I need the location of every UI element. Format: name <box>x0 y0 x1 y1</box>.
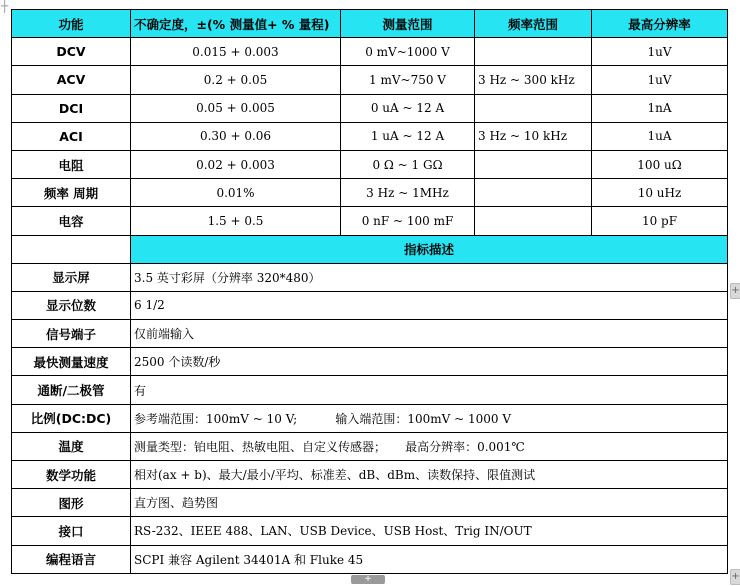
spec-row <box>12 404 728 432</box>
resolution-cell: 100 uΩ <box>592 150 728 178</box>
spec-row <box>12 489 728 517</box>
range-cell: 3 Hz ~ 1MHz <box>341 179 475 207</box>
function-cell: 电容 <box>12 207 131 235</box>
spec-label: 显示屏 <box>12 263 131 291</box>
resolution-cell: 1uV <box>592 66 728 94</box>
spec-value: 直方图、趋势图 <box>131 489 728 517</box>
spec-value: 相对(ax + b)、最大/最小/平均、标准差、dB、dBm、读数保持、限值测试 <box>131 461 728 489</box>
frequency-cell: 3 Hz ~ 300 kHz <box>475 66 592 94</box>
header-uncertainty: 不确定度，±(% 测量值+ % 量程) <box>131 10 341 38</box>
table-move-icon[interactable]: ┼ <box>1 0 9 13</box>
spec-label: 显示位数 <box>12 291 131 319</box>
measurement-row <box>12 179 728 207</box>
header-function: 功能 <box>12 10 131 38</box>
measurement-row <box>12 122 728 150</box>
measurement-row <box>12 207 728 235</box>
spec-row <box>12 432 728 460</box>
spec-value: 仅前端输入 <box>131 320 728 348</box>
measurement-row <box>12 150 728 178</box>
spec-label: 编程语言 <box>12 545 131 573</box>
header-row <box>12 10 728 38</box>
uncertainty-cell: 0.015 + 0.003 <box>131 38 341 66</box>
spec-table <box>11 9 728 574</box>
spec-value: RS-232、IEEE 488、LAN、USB Device、USB Host、Trig IN/OUT <box>131 517 728 545</box>
plus-icon[interactable]: + <box>730 569 740 585</box>
resolution-cell: 1nA <box>592 94 728 122</box>
spec-label: 数学功能 <box>12 461 131 489</box>
range-cell: 0 uA ~ 12 A <box>341 94 475 122</box>
spec-row <box>12 376 728 404</box>
spec-row <box>12 348 728 376</box>
spec-row <box>12 291 728 319</box>
spec-value: SCPI 兼容 Agilent 34401A 和 Fluke 45 <box>131 545 728 573</box>
spec-title-spacer <box>12 235 131 263</box>
spec-label: 接口 <box>12 517 131 545</box>
measurement-row <box>12 66 728 94</box>
range-cell: 0 nF ~ 100 mF <box>341 207 475 235</box>
measurement-row <box>12 38 728 66</box>
uncertainty-cell: 1.5 + 0.5 <box>131 207 341 235</box>
spec-value: 参考端范围：100mV ~ 10 V; 输入端范围：100mV ~ 1000 V <box>131 404 728 432</box>
frequency-cell: 3 Hz ~ 10 kHz <box>475 122 592 150</box>
uncertainty-cell: 0.01% <box>131 179 341 207</box>
plus-icon[interactable]: + <box>351 575 385 584</box>
function-cell: DCV <box>12 38 131 66</box>
frequency-cell <box>475 179 592 207</box>
range-cell: 0 Ω ~ 1 GΩ <box>341 150 475 178</box>
uncertainty-cell: 0.05 + 0.005 <box>131 94 341 122</box>
spec-row <box>12 545 728 573</box>
range-cell: 1 mV~750 V <box>341 66 475 94</box>
header-frequency-range: 频率范围 <box>475 10 592 38</box>
resolution-cell: 1uA <box>592 122 728 150</box>
spec-row <box>12 461 728 489</box>
frequency-cell <box>475 94 592 122</box>
spec-value: 测量类型：铂电阻、热敏电阻、自定义传感器； 最高分辨率：0.001℃ <box>131 432 728 460</box>
function-cell: ACV <box>12 66 131 94</box>
spec-value: 2500 个读数/秒 <box>131 348 728 376</box>
resolution-cell: 1uV <box>592 38 728 66</box>
spec-value: 6 1/2 <box>131 291 728 319</box>
measurement-row <box>12 94 728 122</box>
spec-title: 指标描述 <box>131 235 728 263</box>
frequency-cell <box>475 207 592 235</box>
spec-row <box>12 263 728 291</box>
spec-label: 信号端子 <box>12 320 131 348</box>
frequency-cell <box>475 150 592 178</box>
resolution-cell: 10 pF <box>592 207 728 235</box>
function-cell: ACI <box>12 122 131 150</box>
spec-title-row <box>12 235 728 263</box>
range-cell: 1 uA ~ 12 A <box>341 122 475 150</box>
spec-sheet <box>11 9 727 573</box>
plus-icon[interactable]: + <box>730 283 740 299</box>
uncertainty-cell: 0.2 + 0.05 <box>131 66 341 94</box>
spec-label: 比例(DC:DC) <box>12 404 131 432</box>
header-range: 测量范围 <box>341 10 475 38</box>
function-cell: DCI <box>12 94 131 122</box>
spec-value: 3.5 英寸彩屏（分辨率 320*480） <box>131 263 728 291</box>
frequency-cell <box>475 38 592 66</box>
spec-row <box>12 517 728 545</box>
spec-row <box>12 320 728 348</box>
spec-value: 有 <box>131 376 728 404</box>
spec-label: 最快测量速度 <box>12 348 131 376</box>
uncertainty-cell: 0.30 + 0.06 <box>131 122 341 150</box>
spec-label: 图形 <box>12 489 131 517</box>
uncertainty-cell: 0.02 + 0.003 <box>131 150 341 178</box>
header-resolution: 最高分辨率 <box>592 10 728 38</box>
function-cell: 电阻 <box>12 150 131 178</box>
function-cell: 频率 周期 <box>12 179 131 207</box>
range-cell: 0 mV~1000 V <box>341 38 475 66</box>
spec-label: 通断/二极管 <box>12 376 131 404</box>
spec-label: 温度 <box>12 432 131 460</box>
resolution-cell: 10 uHz <box>592 179 728 207</box>
